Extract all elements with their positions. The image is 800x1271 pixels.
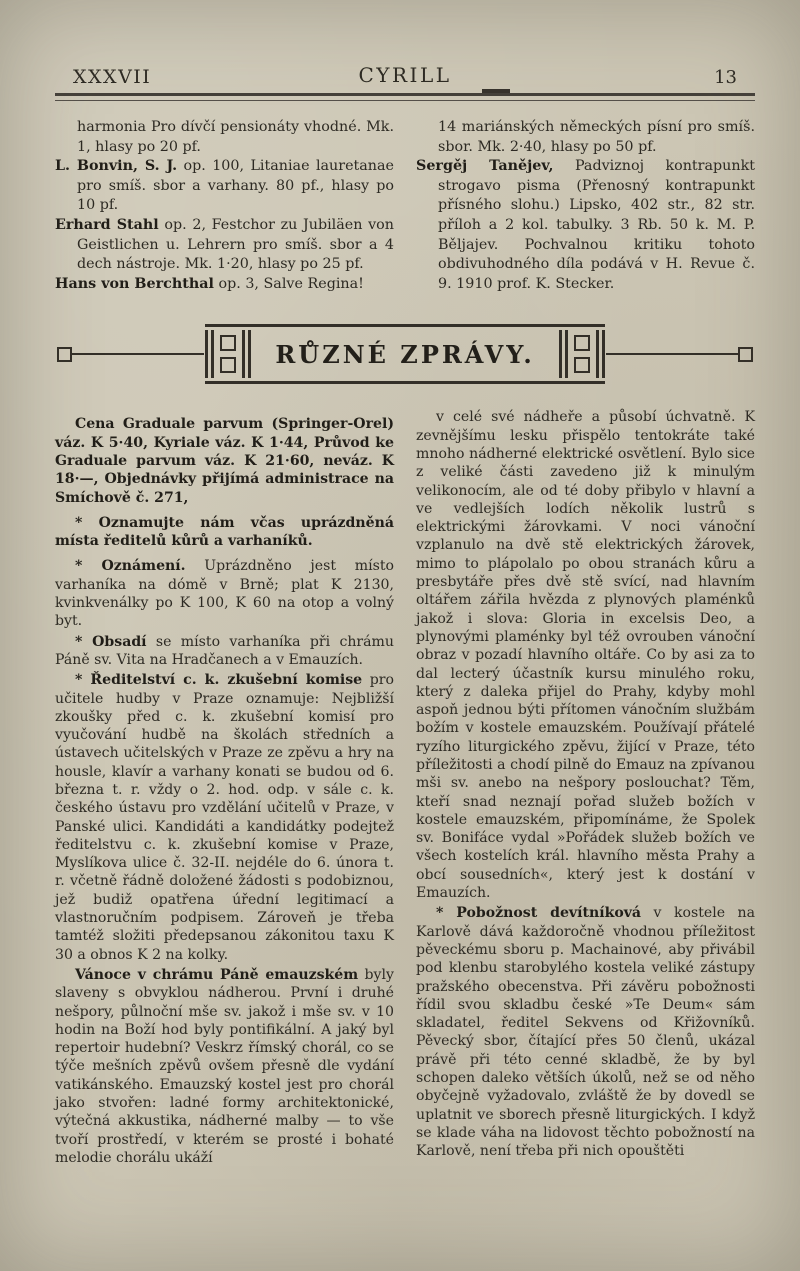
news-paragraph <box>55 514 394 551</box>
entry-lead: Sergěj Tanějev, <box>416 158 554 175</box>
section-title-plaque <box>205 324 604 384</box>
news-paragraph <box>416 408 755 902</box>
catalog-entry <box>55 216 394 275</box>
paragraph-text: pro učitele hudby v Praze oznamuje: Nejbližší zkoušky před c. k. zkušební komisí pro vyučování hudbě na školách středních a ústavech učitelských v Praze ze zpěvu a hry na housle, klavír a varhany konati se budou od 6. března t. r. vždy o 2. hod. odp. v sále c. k. českého ústavu pro vzdělání učitelů v Praze, v Panské ulici. Kandidáti a kandidátky podejtež ředitelstvu c. k. zkušební komise v Praze, Myslíkova ulice č. 32-II. nejdéle do 6. února t. r. včetně řádně doložené žádosti s podobiznou, jež budiž opatřena úřední legitimací a vlastnoručním podpisem. Zároveň je třeba tamtéž složiti předepsanou zákonitou taxu K 30 a obnos K 2 na kolky. <box>55 672 395 963</box>
divider-line <box>72 353 204 355</box>
entry-text: harmonia Pro dívčí pensionáty vhodné. Mk. 1, hlasy po 20 pf. <box>77 119 394 155</box>
paragraph-text: byly slaveny s obvyklou nádherou. První i druhé nešpory, půlnoční mše sv. jakož i mše sv. v 10 hodin na Boží hod byly pontifikální. A jaký byl repertoir hudební? Veskrz římský chorál, co se týče mešních zpěvů ovšem přesně dle vydání vatikánského. Emauzský kostel jest pro chorál jako stvořen: ladné formy architektonické, výtečná akkustika, nádherné malby — to vše tvoří prostředí, v kterém se prosté i bohaté melodie chorálu ukáží <box>55 966 394 1166</box>
journal-title: CYRILL <box>358 63 452 87</box>
paragraph-text: Uprázdněno jest místo varhaníka na dómě v Brně; plat K 2130, kvinkvenálky po K 100, K 60 na otop a volný byt. <box>55 558 394 630</box>
news-paragraph <box>55 415 394 506</box>
top-section <box>55 118 755 294</box>
catalog-entry <box>55 275 394 295</box>
entry-text: op. 3, Salve Regina! <box>218 275 364 292</box>
left-bracket-ornament-icon <box>205 330 251 378</box>
paragraph-lead: Vánoce v chrámu Páně emauzském <box>75 966 359 983</box>
section-divider <box>57 324 753 384</box>
catalog-entry <box>55 157 394 216</box>
news-paragraph <box>55 557 394 630</box>
header-rule <box>55 93 755 101</box>
entry-lead: L. Bonvin, S. J. <box>55 158 178 175</box>
ink-dash <box>482 89 510 93</box>
entry-lead: Hans von Berchthal <box>55 275 214 292</box>
page-header <box>55 62 755 88</box>
square-ornament-icon <box>57 347 72 362</box>
paragraph-lead: * Ředitelství c. k. zkušební komise <box>75 672 363 689</box>
news-paragraph <box>55 671 394 964</box>
entry-text: op. 2, Festchor zu Jubiläen von Geistlichen u. Lehrern pro smíš. sbor a 4 dech nástroje. Mk. 1·20, hlasy po 25 pf. <box>77 216 394 273</box>
news-paragraph <box>416 904 755 1160</box>
news-section <box>55 408 755 1167</box>
paragraph-text: v kostele na Karlově dává každoročně vhodnou příležitost pěveckému sboru p. Machainové, aby přivábil pod klenbu starobylého kostela veliké zástupy pražského obecenstva. Při závěru pobožnosti řídil svou skladbu české »Te Deum« sám skladatel, ředitel Sekvens od Křižovníků. Pěvecký sbor, čítající přes 50 členů, ukázal právě při této cenné skladbě, že by byl schopen daleko větších úkolů, než se od něho obyčejně vyžadovalo, zvláště že by dovedl se uplatnit ve sborech přesně liturgických. I když se klade váha na lidovost těchto pobožností na Karlově, není třeba při nich opouštěti <box>416 905 756 1160</box>
paragraph-lead: * Obsadí <box>75 633 147 650</box>
section-title: RŮZNÉ ZPRÁVY. <box>275 340 535 370</box>
volume-number: XXXVII <box>73 66 152 88</box>
paragraph-lead: * Oznámení. <box>75 558 186 575</box>
right-bracket-ornament-icon <box>559 330 605 378</box>
divider-line <box>606 353 738 355</box>
entry-text: Padviznoj kontrapunkt strogavo pisma (Přenosný kontrapunkt přísného slohu.) Lipsko, 402 str., 82 str. příloh a 2 kol. tabulky. 3 Rb. 50 k. M. P. Běljajev. Pochvalnou kritiku tohoto obdivuhodného díla podává v H. Revue č. 9. 1910 prof. K. Stecker. <box>438 158 756 292</box>
catalog-entry <box>55 118 394 157</box>
catalog-entry <box>416 118 755 157</box>
paragraph-text: se místo varhaníka při chrámu Páně sv. Vita na Hradčanech a v Emauzích. <box>55 633 394 668</box>
news-paragraph <box>55 633 394 670</box>
catalog-entry <box>416 157 755 294</box>
entry-lead: Erhard Stahl <box>55 216 159 233</box>
square-ornament-icon <box>738 347 753 362</box>
main-left-column <box>55 408 394 1167</box>
page-number: 13 <box>714 67 737 88</box>
top-right-column <box>416 118 755 294</box>
main-right-column <box>416 408 755 1167</box>
top-left-column <box>55 118 394 294</box>
news-paragraph <box>55 966 394 1167</box>
paragraph-lead: Cena Graduale parvum (Springer-Orel) váz. K 5·40, Kyriale váz. K 1·44, Průvod ke Graduale parvum váz. K 21·60, neváz. K 18·—, Objednávky přijímá administrace na Smíchově č. 271, <box>55 416 394 506</box>
entry-text: 14 mariánských německých písní pro smíš. sbor. Mk. 2·40, hlasy po 50 pf. <box>438 119 755 155</box>
paragraph-lead: * Pobožnost devítníková <box>436 905 642 922</box>
entry-text: op. 100, Litaniae lauretanae pro smíš. sbor a varhany. 80 pf., hlasy po 10 pf. <box>77 158 395 214</box>
paragraph-lead: * Oznamujte nám včas uprázdněná místa ředitelů kůrů a varhaníků. <box>55 514 394 550</box>
paragraph-text: v celé své nádheře a působí úchvatně. K zevnějšímu lesku přispělo tentokráte také mnoho nádherné elektrické osvětlení. Bylo sice z veliké části zavedeno již k minulým velikonocím, ale od té doby přibylo v hlavní a ve vedlejších lodích několik lustrů s elektrickými žárovkami. V noci vánoční vzplanulo na dvě stě elektrických žárovek, mimo to plápolalo po obou stranách kůru a presbytáře přes dvě stě svící, nad hlavním oltářem zářila hvězda z plynových plaménků jakož i slova: Gloria in excelsis Deo, a plynovými plaménky byl též ovrouben vánoční obraz v pozadí hlavního oltáře. Co by asi za to dal lecterý účastník kursu minulého roku, který z daleka přijel do Prahy, kdyby mohl aspoň jednou býti přítomen vánočním službám božím v kostele emauzském. Používají přátelé ryzího liturgického zpěvu, žijící v Praze, této příležitosti a chodí pilně do Emauz na zpívanou mši sv. anebo na nešpory poslouchat? Těm, kteří snad neznají pořad služeb božích v kostele emauzském, připomínáme, že Spolek sv. Bonifáce vydal »Pořádek služeb božích ve všech kostelích král. hlavního města Prahy a obcí sousedních«, který jest k dostání v Emauzích. <box>416 409 755 902</box>
